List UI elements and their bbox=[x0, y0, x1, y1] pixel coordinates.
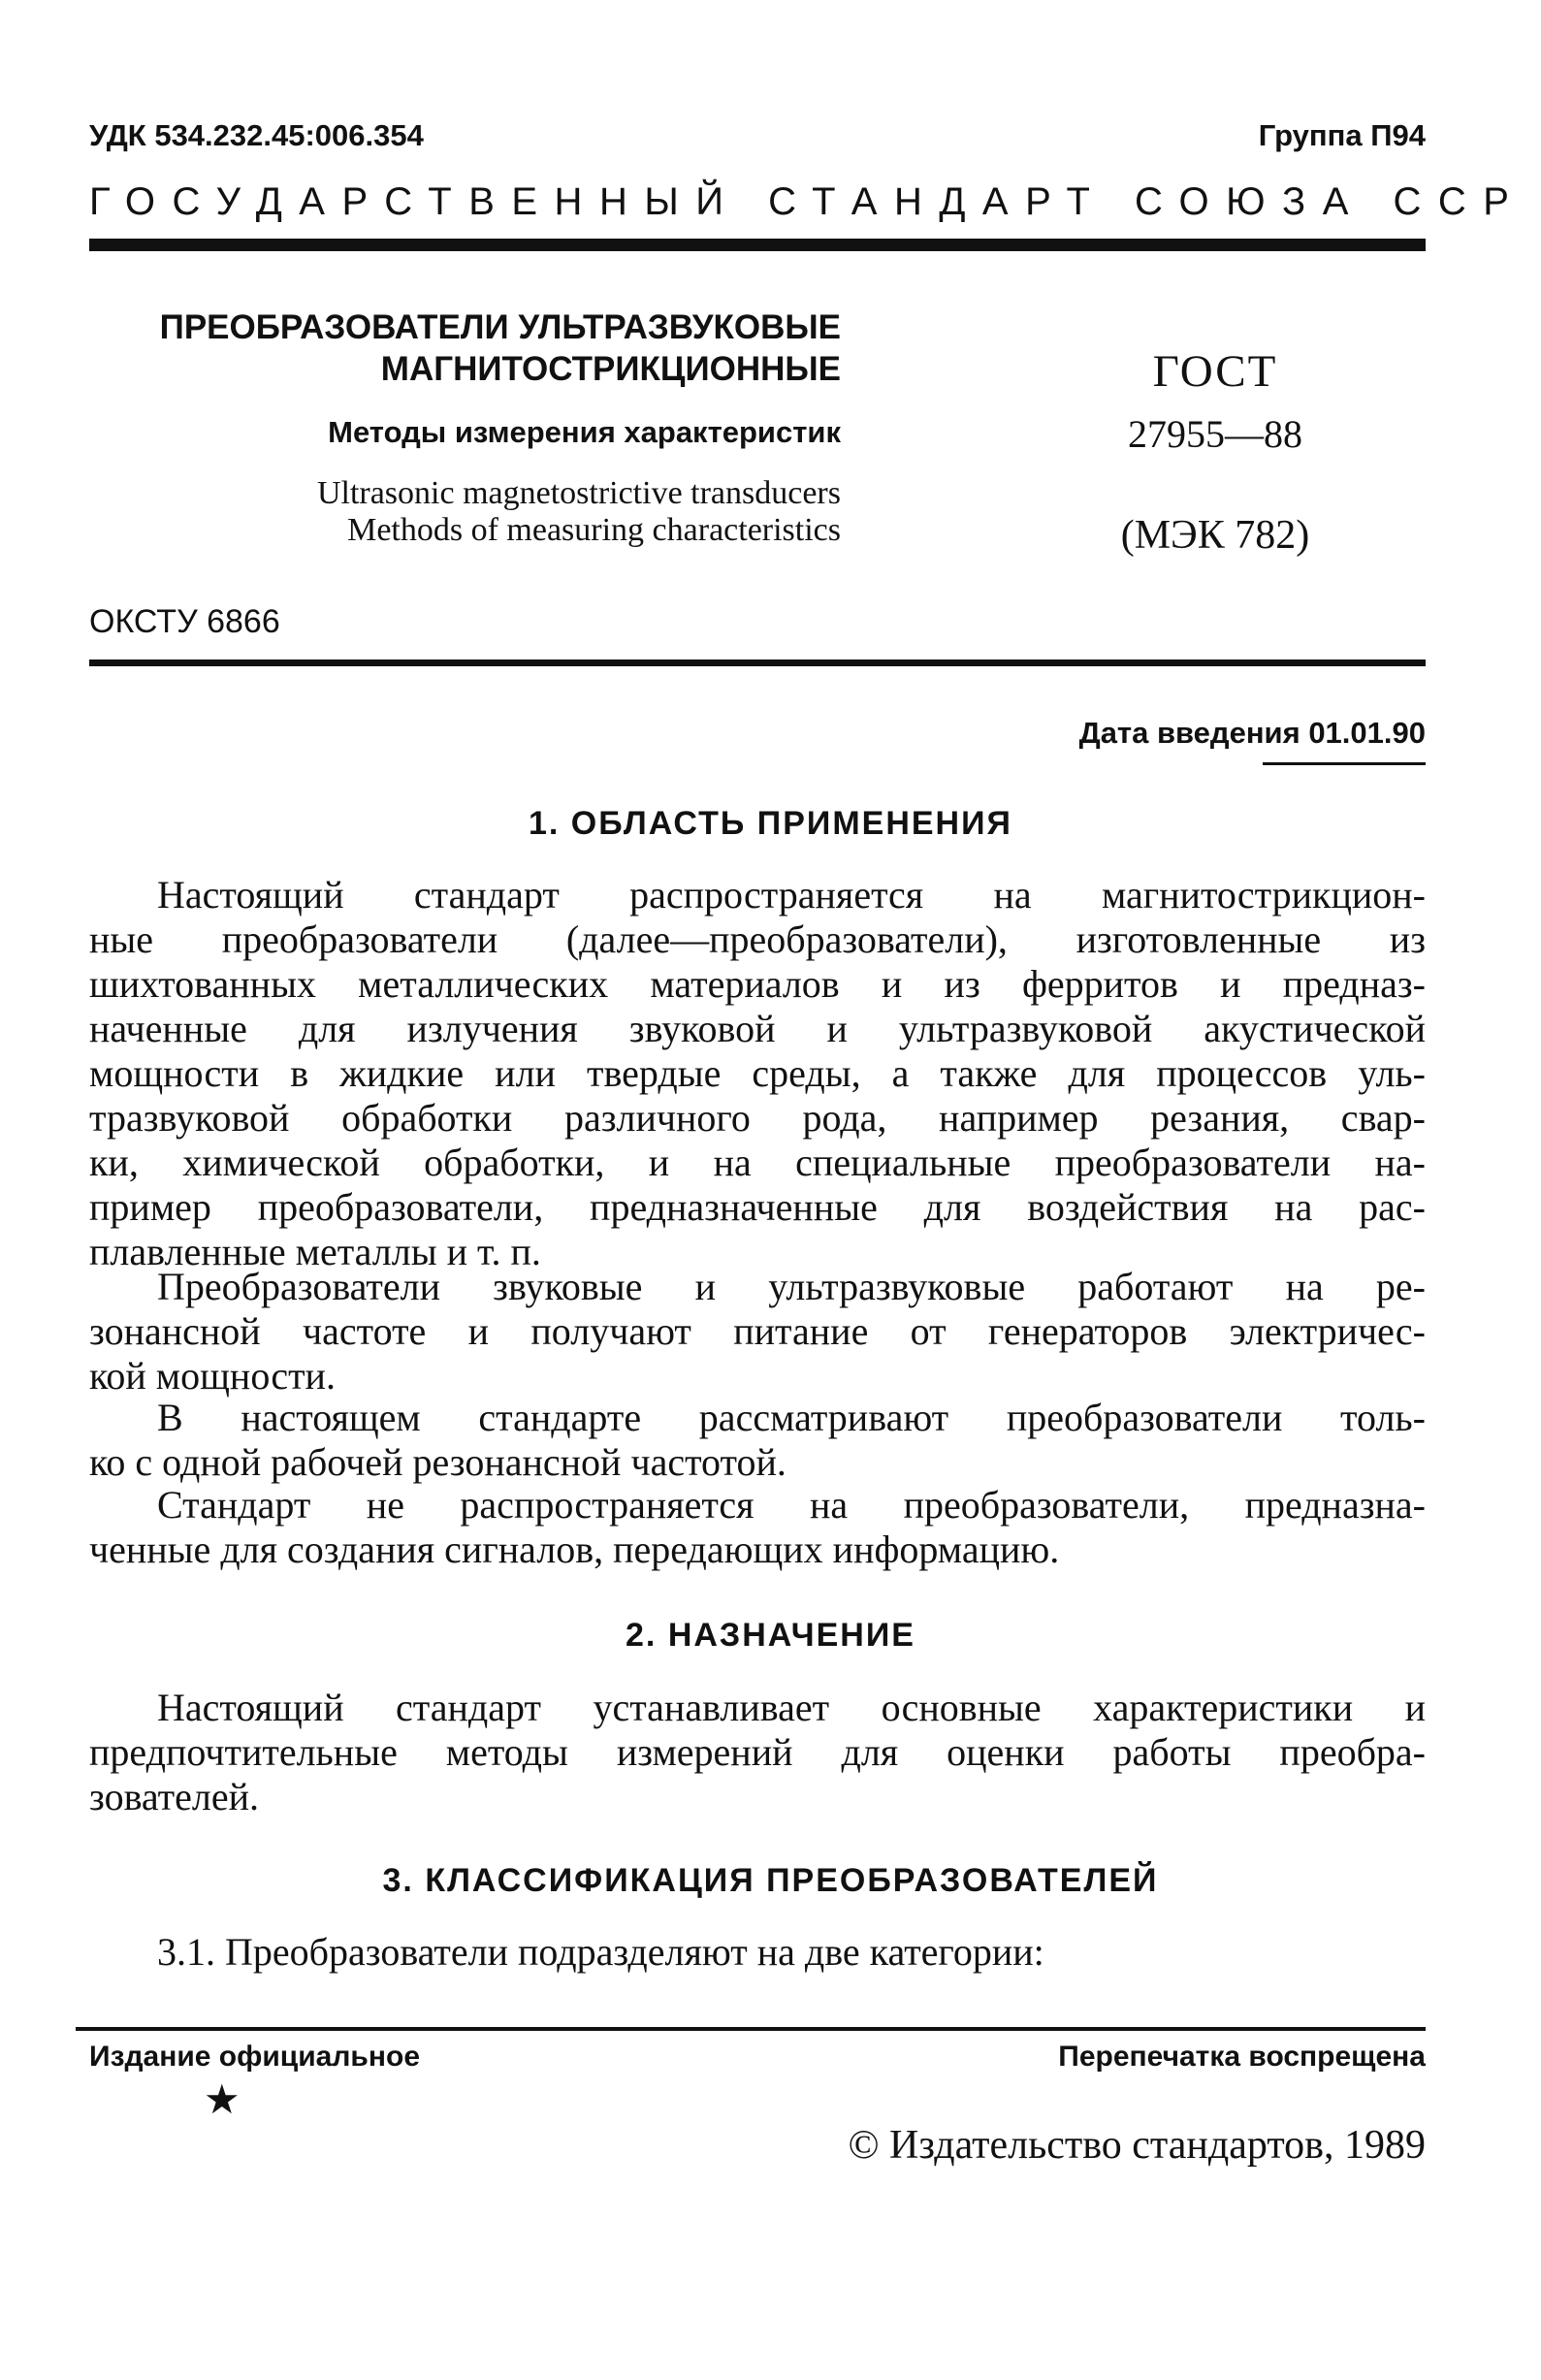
group-code: Группа П94 bbox=[1258, 118, 1426, 152]
title-en-line1: Ultrasonic magnetostrictive transducers bbox=[316, 475, 841, 511]
copyright-line: © Издательство стандартов, 1989 bbox=[848, 2123, 1426, 2168]
section-1-paragraph-1 bbox=[89, 873, 1426, 1274]
section-2-heading: 2. НАЗНАЧЕНИЕ bbox=[626, 1617, 915, 1654]
text-line: мощности в жидкие или твердые среды, а также для процессов уль- bbox=[89, 1051, 1426, 1095]
title-en-line2: Methods of measuring characteristics bbox=[347, 512, 841, 548]
section-2-paragraph-1 bbox=[89, 1686, 1426, 1819]
okstu-code: ОКСТУ 6866 bbox=[89, 603, 280, 640]
section-3-heading: 3. КЛАССИФИКАЦИЯ ПРЕОБРАЗОВАТЕЛЕЙ bbox=[382, 1862, 1159, 1899]
title-ru-line2: МАГНИТОСТРИКЦИОННЫЕ bbox=[380, 350, 841, 388]
subtitle-ru: Методы измерения характеристик bbox=[328, 415, 841, 449]
udk-code: УДК 534.232.45:006.354 bbox=[89, 118, 424, 152]
section-1-paragraph-4 bbox=[89, 1483, 1426, 1572]
text-line: тразвуковой обработки различного рода, например резания, свар- bbox=[89, 1096, 1426, 1140]
text-line: наченные для излучения звуковой и ультразвуковой акустической bbox=[89, 1007, 1426, 1050]
state-standard-banner: ГОСУДАРСТВЕННЫЙ СТАНДАРТ СОЮЗА ССР bbox=[89, 180, 1526, 223]
gost-number: 27955—88 bbox=[1128, 412, 1302, 456]
text-line: пример преобразователи, предназначенные для воздействия на рас- bbox=[89, 1185, 1426, 1229]
title-ru-line1: ПРЕОБРАЗОВАТЕЛИ УЛЬТРАЗВУКОВЫЕ bbox=[159, 308, 841, 346]
reprint-prohibited-label: Перепечатка воспрещена bbox=[1058, 2041, 1426, 2073]
gost-label: ГОСТ bbox=[1152, 346, 1278, 397]
text-line: ченные для создания сигналов, передающих информацию. bbox=[89, 1528, 1060, 1571]
section-1-paragraph-3 bbox=[89, 1396, 1426, 1485]
section-3-paragraph-1 bbox=[89, 1930, 1426, 1975]
text-line: В настоящем стандарте рассматривают преобразователи толь- bbox=[157, 1396, 1426, 1439]
text-line: плавленные металлы и т. п. bbox=[89, 1230, 541, 1273]
official-edition-label: Издание официальное bbox=[89, 2041, 421, 2073]
text-line: Преобразователи звуковые и ультразвуковые работают на ре- bbox=[157, 1265, 1426, 1308]
text-line: предпочтительные методы измерений для оценки работы преобра- bbox=[89, 1730, 1426, 1774]
text-line: ко с одной рабочей резонансной частотой. bbox=[89, 1440, 787, 1484]
text-line: Настоящий стандарт распространяется на магнитострикцион- bbox=[157, 873, 1426, 917]
section-1-heading: 1. ОБЛАСТЬ ПРИМЕНЕНИЯ bbox=[529, 805, 1012, 842]
text-line: зователей. bbox=[89, 1775, 259, 1818]
text-line: ные преобразователи (далее—преобразователи), изготовленные из bbox=[89, 917, 1426, 961]
star-icon: ★ bbox=[204, 2078, 241, 2123]
text-line: ки, химической обработки, и на специальные преобразователи на- bbox=[89, 1141, 1426, 1184]
introduction-date: Дата введения 01.01.90 bbox=[1078, 716, 1426, 750]
footer-rule bbox=[76, 2027, 1426, 2031]
section-1-paragraph-2 bbox=[89, 1265, 1426, 1399]
text-line: шихтованных металлических материалов и из ферритов и предназ- bbox=[89, 962, 1426, 1006]
text-line: 3.1. Преобразователи подразделяют на две категории: bbox=[157, 1930, 1044, 1974]
text-line: кой мощности. bbox=[89, 1354, 336, 1398]
title-block-bottom-rule bbox=[89, 659, 1426, 666]
text-line: Настоящий стандарт устанавливает основные характеристики и bbox=[157, 1686, 1426, 1729]
iec-reference: (МЭК 782) bbox=[1120, 513, 1310, 558]
introduction-date-underline bbox=[1263, 762, 1426, 765]
text-line: зонансной частоте и получают питание от генераторов электричес- bbox=[89, 1309, 1426, 1353]
banner-thick-rule bbox=[89, 239, 1426, 251]
text-line: Стандарт не распространяется на преобразователи, предназна- bbox=[157, 1483, 1426, 1527]
